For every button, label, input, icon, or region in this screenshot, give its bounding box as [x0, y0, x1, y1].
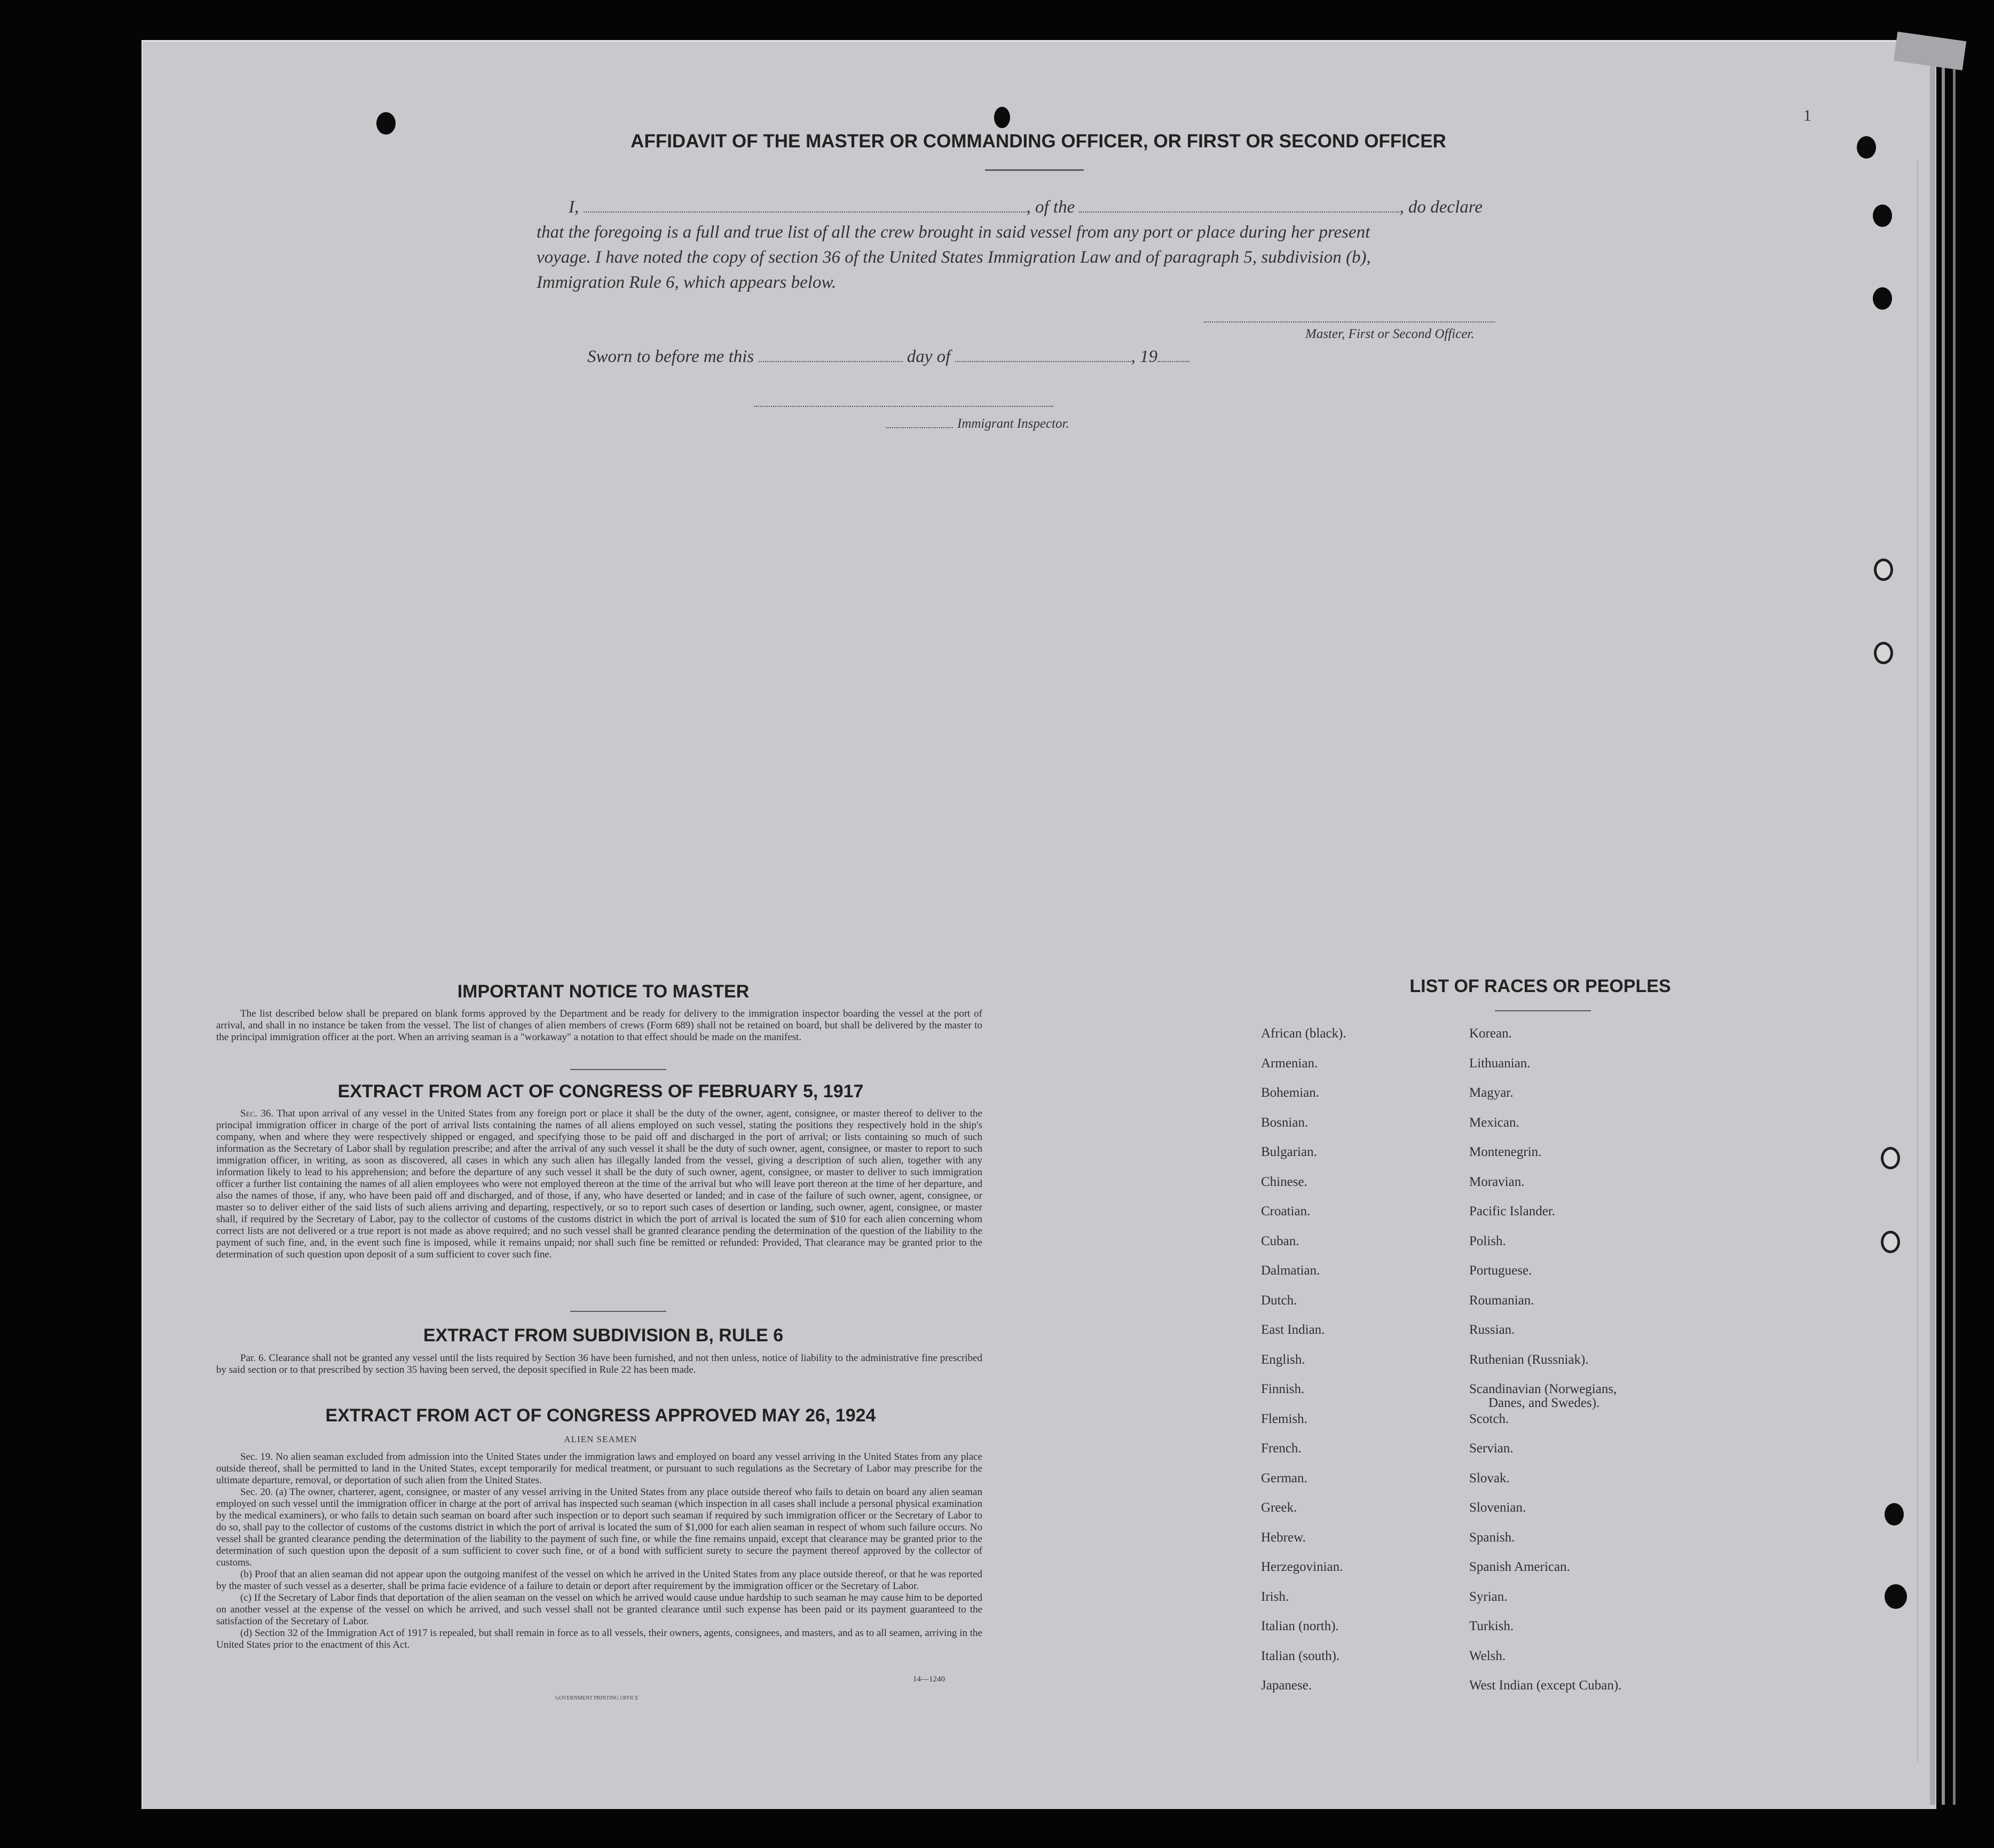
- affidavit-line4: Immigration Rule 6, which appears below.: [537, 273, 837, 292]
- binder-hole-icon: [1874, 642, 1893, 664]
- extract-1917-heading: EXTRACT FROM ACT OF CONGRESS OF FEBRUARY 5, 1917: [337, 1081, 864, 1102]
- sec-20c-text: (c) If the Secretary of Labor finds that deportation of the alien seaman on the vessel on which he arrived would cause undue hardship to such seaman he may cause him to be deported on another vessel at the expense of the vessel on which he arrived, and such vessel shall not be granted clearance until such expense has been paid or its payment guaranteed to the satisfaction of the Secretary of Labor.: [216, 1592, 982, 1627]
- race-item: Portuguese.: [1469, 1263, 1532, 1278]
- race-item: Spanish American.: [1469, 1560, 1570, 1574]
- race-item: Japanese.: [1261, 1678, 1312, 1693]
- race-item: Croatian.: [1261, 1204, 1311, 1218]
- notice-heading: IMPORTANT NOTICE TO MASTER: [457, 981, 750, 1002]
- affidavit-text: [537, 195, 1540, 295]
- page-edge: [1942, 48, 1945, 1805]
- extract-rule6-text: Par. 6. Clearance shall not be granted any vessel until the lists required by Section 36 have been furnished, and not then unless, notice of liability to the administrative fine prescribed by said section or to that prescribed by section 35 having been served, the deposit specified in Rule 22 has been made.: [216, 1352, 982, 1375]
- name-blank[interactable]: [584, 198, 1027, 213]
- race-item: Korean.: [1469, 1026, 1512, 1041]
- month-blank[interactable]: [955, 347, 1131, 362]
- race-item: Lithuanian.: [1469, 1056, 1531, 1071]
- race-item: Slovenian.: [1469, 1500, 1526, 1515]
- race-item: Italian (north).: [1261, 1619, 1339, 1633]
- printer-imprint: GOVERNMENT PRINTING OFFICE: [555, 1695, 639, 1701]
- race-item: Moravian.: [1469, 1174, 1525, 1189]
- race-item: Scotch.: [1469, 1411, 1509, 1426]
- notice-text: The list described below shall be prepared on blank forms approved by the Department and be ready for delivery to the immigration inspector boarding the vessel at the port of arrival, and shall in no instance be taken from the vessel. The list of changes of alien members of crews (Form 689) shall not be retained on board, but shall be delivered by the master to the principal immigration officer at the port. When an arriving seaman is a "workaway" a notation to that effect should be made on the manifest.: [216, 1008, 982, 1043]
- extract-1924-heading: EXTRACT FROM ACT OF CONGRESS APPROVED MAY 26, 1924: [325, 1405, 876, 1426]
- sworn-line: [587, 347, 1335, 367]
- section-label: Sec. 36.: [240, 1108, 274, 1119]
- binder-hole-icon: [1881, 1147, 1900, 1169]
- year-blank[interactable]: [1157, 347, 1189, 362]
- inspector-dots: [886, 427, 953, 428]
- inspector-caption: Immigrant Inspector.: [957, 416, 1069, 431]
- race-item: Montenegrin.: [1469, 1145, 1542, 1159]
- binder-hole-icon: [994, 107, 1010, 128]
- race-item: Spanish.: [1469, 1530, 1515, 1545]
- page-edge: [1930, 48, 1935, 1805]
- affidavit-line2: that the foregoing is a full and true list of all the crew brought in said vessel from any port or place during her present: [537, 223, 1370, 242]
- affidavit-line1-a: I,: [569, 198, 579, 217]
- binder-margin-line: [1917, 160, 1918, 1762]
- race-item: African (black).: [1261, 1026, 1346, 1041]
- race-item: Flemish.: [1261, 1411, 1307, 1426]
- race-item: Bosnian.: [1261, 1115, 1309, 1130]
- race-item: West Indian (except Cuban).: [1469, 1678, 1622, 1693]
- race-item: English.: [1261, 1352, 1305, 1367]
- race-item: Ruthenian (Russniak).: [1469, 1352, 1589, 1367]
- race-item: Dutch.: [1261, 1293, 1297, 1308]
- affidavit-heading: AFFIDAVIT OF THE MASTER OR COMMANDING OFFICER, OR FIRST OR SECOND OFFICER: [630, 131, 1446, 152]
- sworn-text-a: Sworn to before me this: [587, 347, 754, 366]
- race-item: Pacific Islander.: [1469, 1204, 1556, 1218]
- binder-hole-icon: [1874, 559, 1893, 581]
- binder-hole-icon: [1857, 136, 1876, 159]
- section-rule: [570, 1311, 666, 1312]
- signature-line[interactable]: [1204, 321, 1495, 323]
- affidavit-line1-c: , do declare: [1399, 198, 1483, 217]
- affidavit-line3: voyage. I have noted the copy of section 36 of the United States Immigration Law and of paragraph 5, subdivision (b),: [537, 248, 1371, 267]
- race-item: Danes, and Swedes).: [1488, 1396, 1600, 1410]
- sworn-text-c: , 19: [1131, 347, 1158, 366]
- corner-mark: 1: [1803, 107, 1811, 124]
- section-rule: [570, 1069, 666, 1070]
- extract-1917-text: [216, 1108, 982, 1261]
- binder-hole-icon: [1885, 1503, 1904, 1525]
- race-item: Hebrew.: [1261, 1530, 1306, 1545]
- form-number: 14—1240: [913, 1675, 945, 1684]
- race-item: French.: [1261, 1441, 1302, 1456]
- race-item: Magyar.: [1469, 1086, 1514, 1100]
- races-heading: LIST OF RACES OR PEOPLES: [1409, 976, 1671, 996]
- binder-hole-icon: [1885, 1584, 1907, 1609]
- race-item: Dalmatian.: [1261, 1263, 1320, 1278]
- binder-hole-icon: [1873, 205, 1892, 227]
- page-edge: [1953, 48, 1956, 1805]
- sec-20b-text: (b) Proof that an alien seaman did not appear upon the outgoing manifest of the vessel on which he arrived in the United States from any place outside thereof, or that he was reported by the master of such vessel as a deserter, shall be prima facie evidence of a failure to detain or deport after requirement by the immigration officer or the Secretary of Labor.: [216, 1569, 982, 1592]
- binder-hole-icon: [1881, 1231, 1900, 1253]
- race-item: Russian.: [1469, 1323, 1515, 1337]
- vessel-blank[interactable]: [1079, 198, 1399, 213]
- race-item: Irish.: [1261, 1589, 1289, 1604]
- sworn-text-b: day of: [907, 347, 951, 366]
- race-item: Slovak.: [1469, 1470, 1510, 1485]
- binder-hole-icon: [376, 112, 396, 135]
- races-heading-rule: [1495, 1010, 1591, 1011]
- binder-hole-icon: [1873, 287, 1892, 310]
- race-item: Herzegovinian.: [1261, 1560, 1343, 1574]
- race-item: Finnish.: [1261, 1382, 1305, 1396]
- race-item: Welsh.: [1469, 1648, 1506, 1663]
- race-item: Greek.: [1261, 1500, 1297, 1515]
- race-item: German.: [1261, 1470, 1307, 1485]
- day-blank[interactable]: [759, 347, 903, 362]
- race-item: Polish.: [1469, 1233, 1506, 1248]
- race-item: East Indian.: [1261, 1323, 1325, 1337]
- race-item: Turkish.: [1469, 1619, 1514, 1633]
- alien-seamen-subheading: ALIEN SEAMEN: [564, 1434, 637, 1444]
- extract-rule6-heading: EXTRACT FROM SUBDIVISION B, RULE 6: [423, 1325, 784, 1346]
- race-item: Bulgarian.: [1261, 1145, 1317, 1159]
- race-item: Syrian.: [1469, 1589, 1508, 1604]
- inspector-signature-line[interactable]: [754, 406, 1053, 407]
- sec-20a-text: Sec. 20. (a) The owner, charterer, agent, consignee, or master of any vessel arriving in the United States from any place outside thereof who fails to detain on board any alien seaman employed on such vessel until the immigration officer in charge at the port of arrival has inspected such seaman (which inspection in all cases shall include a personal physical examination by the medical examiners), or who fails to detain such seaman on board after such inspection or to deport such seaman if required by such immigration officer or the Secretary of Labor to do so, shall pay to the collector of customs of the customs district in which the port of arrival is located the sum of $1,000 for each alien seaman in respect of whom such failure occurs. No vessel shall be granted clearance pending the determination of the liability to the payment of such fine, or while the fine remains unpaid, except that clearance may be granted prior to the determination of such question upon the deposit of a sum sufficient to cover such fine, or of a bond with sufficient surety to secure the payment thereof approved by the collector of customs.: [216, 1487, 982, 1568]
- extract-1924-text: [216, 1451, 982, 1651]
- race-item: Cuban.: [1261, 1233, 1299, 1248]
- affidavit-line1-b: , of the: [1026, 198, 1075, 217]
- race-item: Chinese.: [1261, 1174, 1307, 1189]
- heading-rule: [985, 169, 1084, 171]
- signature-caption: Master, First or Second Officer.: [1305, 327, 1475, 341]
- sec-19-text: Sec. 19. No alien seaman excluded from admission into the United States under the immigration laws and employed on board any vessel arriving in the United States from any place outside thereof, shall be permitted to land in the United States, except temporarily for medical treatment, or pursuant to such regulations as the Secretary of Labor may prescribe for the ultimate departure, removal, or deportation of such alien from the United States.: [216, 1451, 982, 1486]
- race-item: Bohemian.: [1261, 1086, 1320, 1100]
- race-item: Italian (south).: [1261, 1648, 1340, 1663]
- race-item: Scandinavian (Norwegians,: [1469, 1382, 1617, 1396]
- race-item: Mexican.: [1469, 1115, 1519, 1130]
- race-item: Roumanian.: [1469, 1293, 1534, 1308]
- race-item: Armenian.: [1261, 1056, 1318, 1071]
- race-item: Servian.: [1469, 1441, 1514, 1456]
- section-36-text: That upon arrival of any vessel in the United States from any foreign port or place it shall be the duty of the owner, agent, consignee, or master thereof to deliver to the principal immigration officer in charge of the port of arrival lists containing the names of all aliens employed on such vessel, stating the positions they respectively hold in the ship's company, when and where they were respectively shipped or engaged, and specifying those to be paid off and discharged in the port of arrival; or lists containing so much of such information as the Secretary of Labor shall by regulation prescribe; and after the arrival of any such vessel it shall be the duty of such owner, agent, consignee, or master to report to such immigration officer, in writing, as soon as discovered, all cases in which any such alien has illegally landed from the vessel, giving a description of such alien, together with any information likely to lead to his apprehension; and before the departure of any such vessel it shall be the duty of such owner, agent, consignee, or master to deliver to such immigration officer a further list containing the names of all alien employees who were not employed thereon at the time of the arrival but who will leave port thereon at the time of her departure, and also the names of those, if any, who have been paid off and discharged, and of those, if any, who have deserted or landed; and in case of the failure of such owner, agent, consignee, or master so to deliver either of the said lists of such aliens arriving and departing, respectively, or so to report such cases of desertion or landing, such owner, agent, consignee, or master shall, if required by the Secretary of Labor, pay to the collector of customs of the customs district in which the port of arrival is located the sum of $10 for each alien concerning whom correct lists are not delivered or a true report is not made as above required; and no such vessel shall be granted clearance pending the determination of the question of the liability to the payment of such fine, and, in the event such fine is imposed, while it remains unpaid; nor shall such fine be remitted or refunded: Provided, That clearance may be granted prior to the determination of such question upon deposit of a sum sufficient to cover such fine.: [216, 1108, 982, 1260]
- sec-20d-text: (d) Section 32 of the Immigration Act of 1917 is repealed, but shall remain in force as to all vessels, their owners, agents, consignees, and masters, and as to all seamen, arriving in the United States prior to the enactment of this Act.: [216, 1627, 982, 1650]
